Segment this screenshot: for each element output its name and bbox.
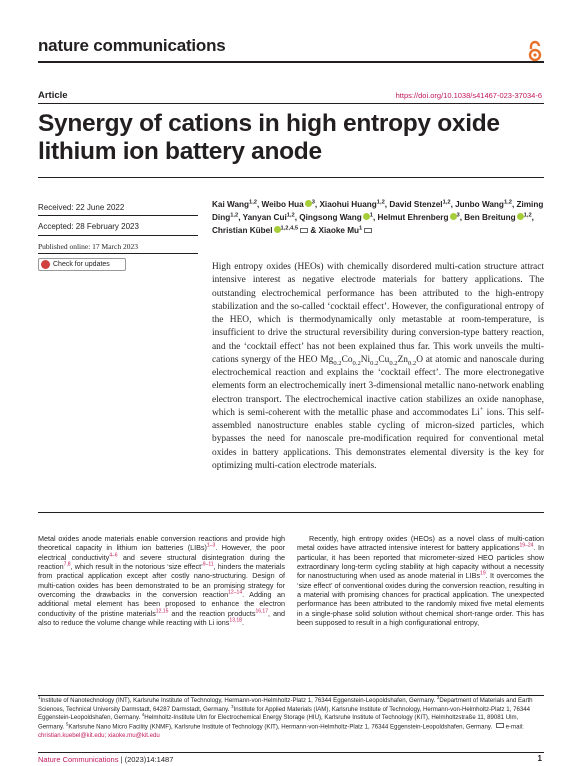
author-name[interactable]: Qingsong Wang	[299, 213, 362, 222]
body-column-left: Metal oxides anode materials enable conversion reactions and provide high theoretical capacity in lithium ion batteries (LIBs)$^{1-3}$. However, the poor electrical conductivity$^{4-6}$ and severe structural disintegration during the reaction$^{7,8}$, which result in the notorious ‘size effect’$^{9-11}$, hinders the materials from practical application except after costly nano-structuring. Design of multi-cation oxides has been demonstrated to be an promising strategy for overcoming the drawbacks in the conversion reaction$^{12-14}$. Adding an additional metal element has been proposed to enhance the electron conductivity of the pristine materials$^{12,15}$ and the reaction products$^{16,17}$, and also to reduce the volume change while reacting with Li ions$^{13,18}$.	[38, 534, 286, 628]
article-title	[38, 110, 538, 166]
body-paragraph: Recently, high entropy oxides (HEOs) as a novel class of multi-cation metal oxides have attracted intensive interest for battery applications$^{19-24}$. In particular, it has been reported that micrometer-sized HEO particles show extraordinary long-term cycling stability at high capacity without a necessity for nanostructuring when used as anode material in LIBs$^{19}$. It overcomes the ‘size effect’ of conventional oxides during the conversion reaction, resulting in a material with promising chances for practical application. The unexpected performance has been attributed to the randomly mixed five metal elements in a single-phase solid solution without chemical short-range order. This has been supposed to result in a high configurational entropy,	[297, 534, 544, 628]
author-affiliation-marker: 1	[369, 212, 373, 219]
author-affiliation-marker: 1,2	[376, 199, 385, 206]
author-name[interactable]: David Stenzel	[389, 200, 443, 209]
info-rule	[38, 253, 198, 254]
superscript-plus: +	[479, 405, 484, 413]
author-name[interactable]: Xiaohui Huang	[319, 200, 377, 209]
open-access-icon	[527, 40, 543, 62]
accepted-date: Accepted: 28 February 2023	[38, 222, 139, 231]
reference-citation[interactable]: 19–24	[519, 542, 534, 549]
reference-citation[interactable]: 13,18	[229, 617, 242, 624]
author-name[interactable]: Junbo Wang	[455, 200, 504, 209]
received-date: Received: 22 June 2022	[38, 203, 125, 212]
envelope-icon[interactable]	[364, 228, 372, 234]
abstract-rule	[38, 512, 544, 513]
abstract-text-3: ions. This self-assembled nanostructure enables stable cycling of micron-sized particles, which bypasses the need for nanoscale pre-modification required for conventional metal oxides in battery applications. This demonstrates elemental diversity is the key for optimizing multi-cation electrode materials.	[212, 407, 544, 471]
author-affiliation-marker: 1,2	[442, 199, 451, 206]
abstract	[212, 261, 544, 473]
article-type: Article	[38, 90, 68, 101]
page-number: 1	[537, 754, 542, 763]
orcid-icon[interactable]	[274, 226, 281, 233]
author-name[interactable]: Ziming Ding	[212, 200, 544, 222]
author-affiliation-marker: 1,2	[523, 212, 532, 219]
update-icon	[41, 260, 50, 269]
author-name[interactable]: Yanyan Cui	[242, 213, 287, 222]
footer-journal[interactable]: Nature Communications	[38, 755, 119, 764]
author-name[interactable]: Helmut Ehrenberg	[377, 213, 449, 222]
abstract-text-2: at atomic and nanoscale during electrochemical reaction and explains the ‘cocktail effect’. The more electronegative elements form an electrochemically inert 3-dimensional metallic nano-network enabling electron transport. The electrochemical inactive cation stabilizes an oxide nanophase, which is semi-coherent with the metallic phase and accommodates Li	[212, 354, 544, 418]
reference-citation[interactable]: 4–6	[109, 552, 118, 559]
affiliation-5: Karlsruhe Nano Micro Facility (KNMF), Karlsruhe Institute of Technology (KIT), Hermann-von-Helmholtz-Platz 1, 76344 Eggenstein-Leopoldshafen, Germany.	[68, 723, 494, 731]
reference-citation[interactable]: 1–3	[206, 542, 216, 549]
journal-logo[interactable]: nature communications	[38, 36, 226, 55]
article-type-rule	[38, 103, 544, 104]
author-list: Kai Wang$^{1,2}$, Weibo Hua $^3$, Xiaohui Huang$^{1,2}$, David Stenzel$^{1,2}$, Junbo Wang$^{1,2}$, Ziming Ding$^{1,2}$, Yanyan Cui$^{1,2}$, Qingsong Wang $^1$, Helmut Ehrenberg $^3$, Ben Breitung $^{1,2}$, Christian Kübel $^{1,2,4,5}$ & Xiaoke Mu$^1$	[212, 199, 544, 235]
reference-citation[interactable]: 9–11	[202, 561, 214, 568]
abstract-formula: $Mg_{0.2}Co_{0.2}Ni_{0.2}Cu_{0.2}Zn_{0.2}O$	[320, 354, 424, 367]
body-column-right	[297, 534, 544, 627]
envelope-icon	[496, 723, 504, 729]
title-line-2: lithium ion battery anode	[38, 138, 322, 165]
footer-volume: | (2023)14:1487	[118, 755, 174, 764]
author-affiliation-marker: 1,2	[286, 212, 295, 219]
info-rule	[38, 235, 198, 236]
reference-citation[interactable]: 7,8	[63, 561, 71, 568]
email-links[interactable]: christian.kuebel@kit.edu; xiaoke.mu@kit.edu	[38, 731, 160, 739]
author-name[interactable]: Ben Breitung	[464, 213, 516, 222]
check-for-updates-button[interactable]	[38, 258, 126, 271]
title-rule	[38, 177, 544, 178]
author-affiliation-marker: 1,2,4,5	[280, 225, 299, 232]
author-name[interactable]: Christian Kübel	[212, 226, 273, 235]
published-date: Published online: 17 March 2023	[38, 242, 138, 251]
author-name[interactable]: Weibo Hua	[261, 200, 304, 209]
author-name[interactable]: Kai Wang	[212, 200, 249, 209]
author-name[interactable]: & Xiaoke Mu	[310, 226, 360, 235]
footer-rule	[38, 752, 544, 753]
affiliation-rule	[38, 695, 544, 696]
envelope-icon[interactable]	[300, 228, 308, 234]
masthead-rule	[38, 61, 544, 63]
footer-citation	[38, 755, 173, 764]
orcid-icon[interactable]	[450, 213, 457, 220]
author-affiliation-marker: 1,2	[503, 199, 512, 206]
info-rule	[38, 215, 198, 216]
check-for-updates-label: Check for updates	[53, 261, 110, 268]
orcid-icon[interactable]	[363, 213, 370, 220]
reference-citation[interactable]: 16,17	[255, 608, 269, 615]
orcid-icon[interactable]	[305, 200, 312, 207]
author-affiliation-marker: 1	[359, 225, 363, 232]
reference-citation[interactable]: 19	[480, 570, 486, 577]
affiliation-4: Helmholtz-Institute Ulm for Electrochemical Energy Storage (HIU), Karlsruhe Institute of Technology (KIT), Helmholtzstraße 11, 89081 Ulm, Germany.	[38, 714, 519, 731]
reference-citation[interactable]: 12–14	[228, 589, 243, 596]
author-affiliation-marker: 3	[456, 212, 460, 219]
author-affiliation-marker: 3	[311, 199, 315, 206]
affiliations: $^1$Institute of Nanotechnology (INT), Karlsruhe Institute of Technology, Hermann-von-Helmholtz-Platz 1, 76344 Eggenstein-Leopoldshafen, Germany. $^2$Department of Materials and Earth Sciences, Technical University Darmstadt, 64287 Darmstadt, Germany. $^3$Institute for Applied Materials (IAM), Karlsruhe Institute of Technology, Hermann-von-Helmholtz-Platz 1, 76344 Eggenstein-Leopoldshafen, Germany. $^4$Helmholtz-Institute Ulm for Electrochemical Energy Storage (HIU), Karlsruhe Institute of Technology (KIT), Helmholtzstraße 11, 89081 Ulm, Germany. $^5$Karlsruhe Nano Micro Facility (KNMF), Karlsruhe Institute of Technology (KIT), Hermann-von-Helmholtz-Platz 1, 76344 Eggenstein-Leopoldshafen, Germany. e-mail: christian.kuebel@kit.edu; xiaoke.mu@kit.edu	[38, 694, 533, 739]
affiliation-2: Department of Materials and Earth Sciences, Technical University Darmstadt, 64287 Darmstadt, Germany.	[38, 697, 533, 713]
orcid-icon[interactable]	[517, 213, 524, 220]
reference-citation[interactable]: 12,15	[155, 608, 169, 615]
abstract-text-1: High entropy oxides (HEOs) with chemically disordered multi-cation structure attract intensive interest as negative electrode materials for battery applications. The outstanding electrochemical performance has been attributed to the high-entropy stabilization and the so-called ‘cocktail effect’. However, the configurational entropy of the HEO, which is thermodynamically only metastable at room-temperature, is insufficient to drive the structural reversibility during conversion-type battery reaction, and the ‘cocktail effect’ has not been explained thus far. This work unveils the multi-cations synergy of the HEO	[212, 262, 544, 365]
author-affiliation-marker: 1,2	[249, 199, 257, 206]
title-line-1: Synergy of cations in high entropy oxide	[38, 110, 500, 137]
affiliation-1: Institute of Nanotechnology (INT), Karlsruhe Institute of Technology, Hermann-von-Helmholtz-Platz 1, 76344 Eggenstein-Leopoldshafen, Germany.	[40, 697, 438, 704]
author-affiliation-marker: 1,2	[230, 212, 239, 219]
email-label: e-mail:	[503, 723, 524, 731]
doi-link[interactable]: https://doi.org/10.1038/s41467-023-37034-6	[395, 91, 542, 100]
affiliation-3: Institute for Applied Materials (IAM), Karlsruhe Institute of Technology, Hermann-von-Helmholtz-Platz 1, 76344 Eggenstein-Leopoldshafen, Germany.	[38, 705, 531, 722]
